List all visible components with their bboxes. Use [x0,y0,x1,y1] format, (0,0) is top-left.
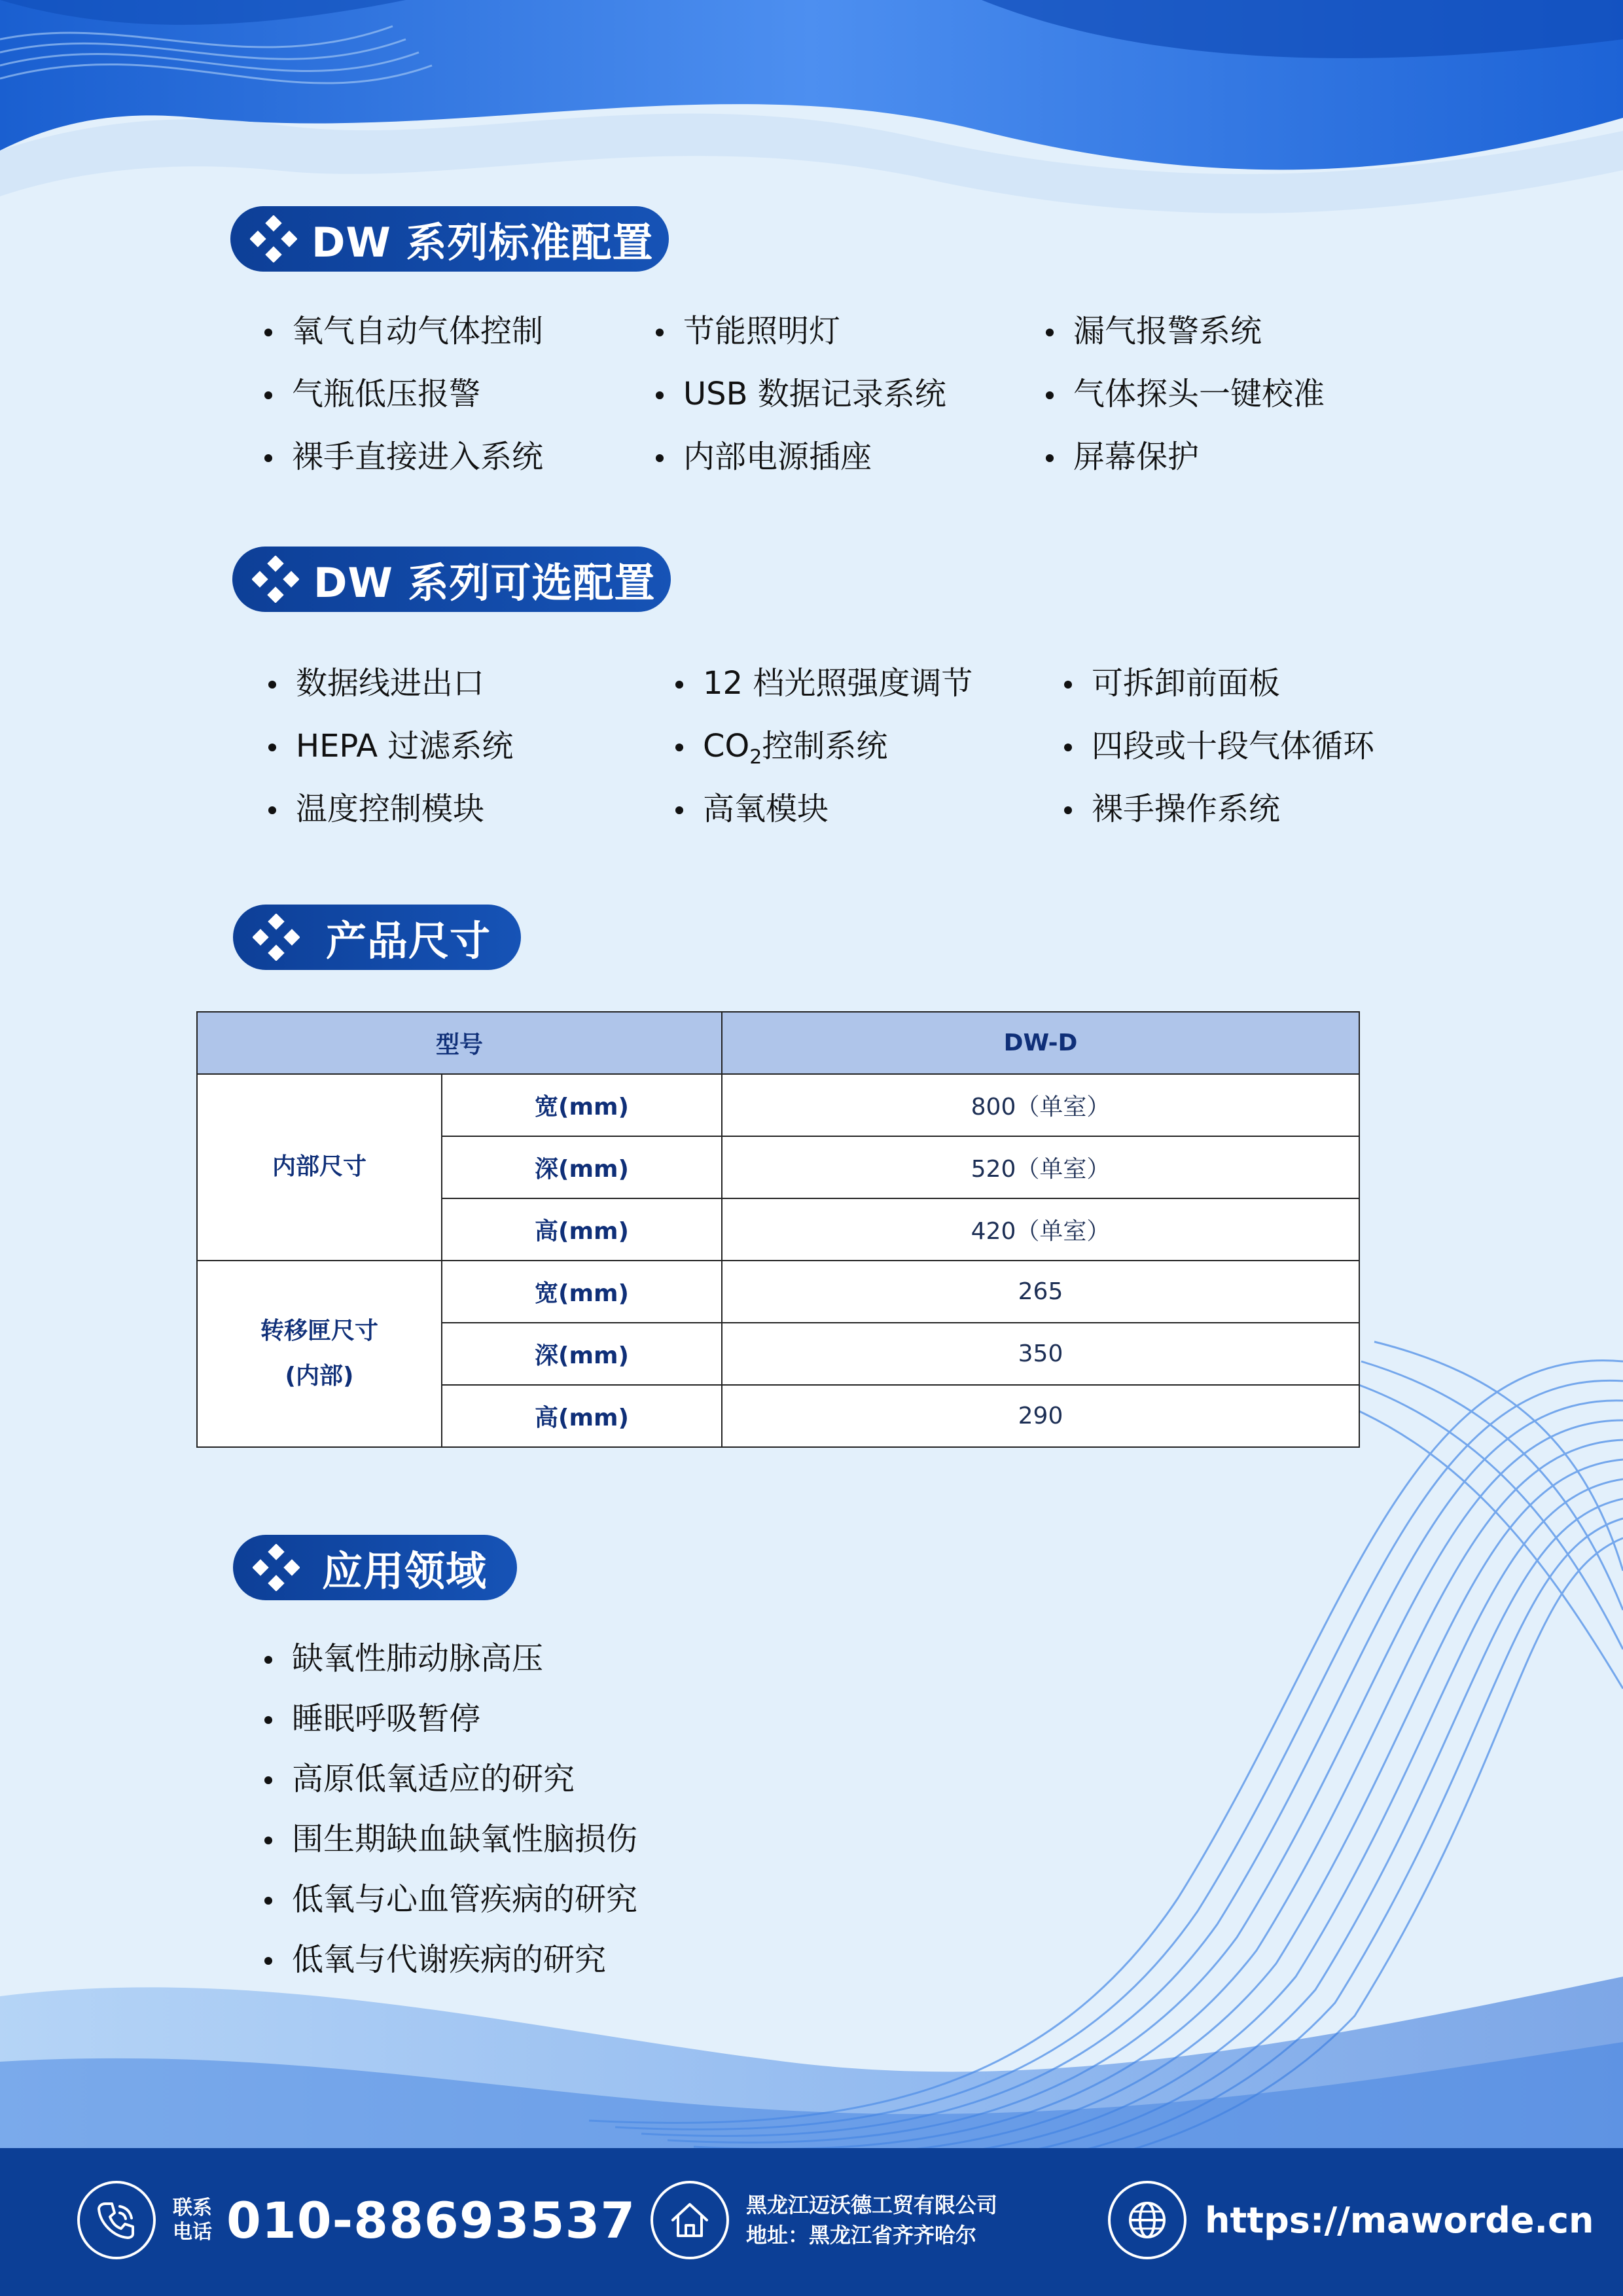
company-address [651,2181,997,2259]
list-item: 氧气自动气体控制 [292,315,543,347]
section-header-optional [232,547,671,612]
diamond-cluster-icon [252,556,299,603]
param-cell: 深(mm) [442,1136,722,1198]
list-item: USB 数据记录系统 [683,378,946,410]
list-item: 低氧与代谢疾病的研究 [292,1944,606,1975]
value-cell: 520（单室） [722,1136,1359,1198]
dimensions-table [196,1011,1360,1448]
website-block [1108,2181,1594,2259]
value-cell: 350 [722,1323,1359,1385]
table-header-row [197,1012,1359,1074]
list-item: $CO_2$控制系统 [703,730,887,768]
header-value: DW-D [722,1012,1359,1074]
list-item: 屏幕保护 [1073,441,1199,473]
company-info [746,2190,997,2251]
table-row [197,1074,1359,1136]
header-model: 型号 [197,1012,722,1074]
section-title: 产品尺寸 [326,916,491,965]
group-cell: 内部尺寸 [197,1074,442,1261]
company-address-text: 地址：黑龙江省齐齐哈尔 [746,2223,977,2248]
list-item: 可拆卸前面板 [1092,668,1280,699]
phone-icon [77,2181,156,2259]
contact-phone [77,2181,635,2259]
website-link[interactable]: https://maworde.cn [1205,2199,1594,2241]
section-header-applications [233,1535,517,1600]
section-title: DW 系列可选配置 [313,558,656,607]
contact-label: 联系 电话 [173,2196,212,2244]
value-cell: 800（单室） [722,1074,1359,1136]
group-name-line: 转移匣尺寸 [260,1318,378,1345]
diamond-cluster-icon [253,914,300,961]
group-name-line: (内部) [285,1362,354,1390]
table-row [197,1261,1359,1323]
list-item: 气体探头一键校准 [1073,378,1325,410]
list-item: 温度控制模块 [296,793,484,825]
list-item: 四段或十段气体循环 [1092,730,1374,762]
value-cell: 290 [722,1385,1359,1447]
value-cell: 265 [722,1261,1359,1323]
list-item: 睡眠呼吸暂停 [292,1703,480,1734]
param-cell: 宽(mm) [442,1261,722,1323]
list-item: 高氧模块 [703,793,829,825]
footer-bar [0,2148,1623,2296]
section-header-standard [230,206,669,272]
param-cell: 高(mm) [442,1385,722,1447]
list-item: HEPA 过滤系统 [296,730,513,762]
group-cell [197,1261,442,1447]
diamond-cluster-icon [253,1544,300,1591]
param-cell: 高(mm) [442,1198,722,1261]
list-item: 高原低氧适应的研究 [292,1763,575,1795]
list-item: 12 档光照强度调节 [703,668,972,699]
value-cell: 420（单室） [722,1198,1359,1261]
phone-number[interactable]: 010-88693537 [226,2191,636,2250]
param-cell: 宽(mm) [442,1074,722,1136]
list-item: 漏气报警系统 [1073,315,1262,347]
diamond-cluster-icon [250,215,297,262]
home-icon [651,2181,729,2259]
param-cell: 深(mm) [442,1323,722,1385]
section-title: 应用领域 [322,1547,488,1595]
company-name: 黑龙江迈沃德工贸有限公司 [746,2192,998,2217]
list-item: 节能照明灯 [683,315,840,347]
section-title: DW 系列标准配置 [312,218,654,266]
list-item: 数据线进出口 [296,668,484,699]
list-item: 围生期缺血缺氧性脑损伤 [292,1823,637,1855]
list-item: 气瓶低压报警 [292,378,480,410]
list-item: 内部电源插座 [683,441,872,473]
list-item: 缺氧性肺动脉高压 [292,1643,543,1674]
list-item: 低氧与心血管疾病的研究 [292,1884,637,1915]
list-item: 裸手操作系统 [1092,793,1280,825]
section-header-dimensions [233,905,521,970]
globe-icon [1108,2181,1186,2259]
list-item: 裸手直接进入系统 [292,441,543,473]
